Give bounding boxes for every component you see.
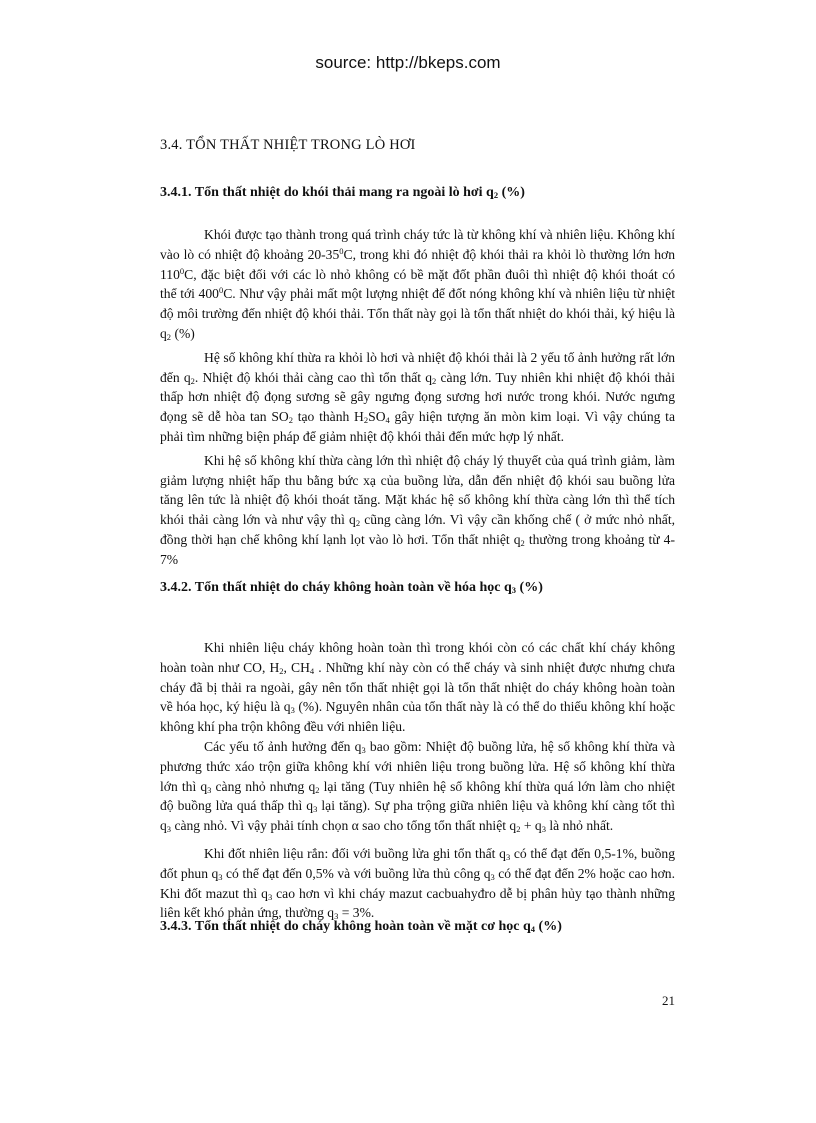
page-number: 21 <box>662 993 675 1008</box>
heading-subscript: 2 <box>493 190 499 200</box>
subsection-heading-343 <box>160 919 562 935</box>
subsection-heading-342 <box>160 580 543 596</box>
section-341-body <box>160 225 675 570</box>
section-342-body <box>160 638 675 923</box>
source-line[interactable]: source: http://bkeps.com <box>315 53 501 72</box>
heading-subscript: 3 <box>511 585 517 595</box>
heading-tail: (%) <box>498 185 525 200</box>
paragraph: Khi đốt nhiên liệu rắn: đối với buồng lửa ghi tổn thất $q_3$ có thể đạt đến 0,5-1%, buồng đốt phun $q_3$ có thể đạt đến 0,5% và với buồng lửa thủ công $q_3$ có thể đạt đến 2% hoặc cao hơn. Khi đốt mazut thì $q_3$ cao hơn vì khi cháy mazut cacbuahyđro dễ bị phân hủy tạo thành những liên kết khó phản ứng, thường $q_3 = 3\%$. <box>160 845 675 922</box>
heading-tail: (%) <box>516 580 543 595</box>
subsection-heading-341 <box>160 185 525 201</box>
heading-subscript: 4 <box>530 924 536 934</box>
heading-text: 3.4.3. Tổn thất nhiệt do cháy không hoàn toàn về mặt cơ học q <box>160 919 531 934</box>
heading-tail: (%) <box>535 919 562 934</box>
heading-text: 3.4.2. Tổn thất nhiệt do cháy không hoàn toàn về hóa học q <box>160 580 512 595</box>
paragraph: Các yếu tố ảnh hưởng đến $q_3$ bao gồm: Nhiệt độ buồng lửa, hệ số không khí thừa và phương thức xáo trộn giữa không khí với nhiên liệu trong buồng lửa. Hệ số không khí thừa lớn thì $q_3$ càng nhỏ nhưng $q_2$ lại tăng (Tuy nhiên hệ số không khí thừa quá lớn làm cho nhiệt độ buồng lửa quá thấp thì $q_3$ lại tăng). Sự pha trộng giữa nhiên liệu và không khí càng tốt thì $q_3$ càng nhỏ. Vì vậy phải tính chọn α sao cho tổng tổn thất nhiệt $q_2 + q_3$ là nhỏ nhất. <box>160 738 676 835</box>
paragraph: Khi nhiên liệu cháy không hoàn toàn thì trong khói còn có các chất khí cháy không hoàn toàn như CO, $H_2$, $CH_4$ . Những khí này còn có thể cháy và sinh nhiệt được nhưng chưa cháy đã bị thải ra ngoài, gây nên tổn thất nhiệt gọi là tổn thất nhiệt do cháy không hoàn toàn về hóa học, ký hiệu là $q_3$ (%). Nguyên nhân của tổn thất này là có thể do thiếu không khí hoặc không khí pha trộn không đều với nhiên liệu. <box>160 640 676 735</box>
section-title: 3.4. TỔN THẤT NHIỆT TRONG LÒ HƠI <box>160 137 416 153</box>
heading-text: 3.4.1. Tổn thất nhiệt do khói thải mang ra ngoài lò hơi q <box>160 185 494 200</box>
paragraph: Khói được tạo thành trong quá trình cháy tức là từ không khí và nhiên liệu. Không khí vào lò có nhiệt độ khoảng $20-35^0C$, trong khi đó nhiệt độ khói thải ra khỏi lò thường lớn hơn $110^0C$, đặc biệt đối với các lò nhỏ không có bề mặt đốt phần đuôi thì nhiệt độ khói thoát có thể tới $400^0C$. Như vậy phải mất một lượng nhiệt để đốt nóng không khí và nhiên liệu từ nhiệt độ môi trường đến nhiệt độ khói thải. Tổn thất này gọi là tổn thất nhiệt do khói thải, ký hiệu là $q_2$ (%) <box>160 227 676 342</box>
paragraph: Khi hệ số không khí thừa càng lớn thì nhiệt độ cháy lý thuyết của quá trình giảm, làm giảm lượng nhiệt hấp thu bằng bức xạ của buồng lửa, dẫn đến nhiệt độ khói sau buồng lửa tăng lên tức là nhiệt độ khói thoát tăng. Mặt khác hệ số không khí thừa càng lớn thì thể tích khói thải càng lớn và như vậy thì $q_2$ cũng càng lớn. Vì vậy cần khống chế ( ở mức nhỏ nhất, đồng thời hạn chế không khí lạnh lọt vào lò hơi. Tổn thất nhiệt $q_2$ thường trong khoảng từ 4-7% <box>160 452 676 567</box>
paragraph: Hệ số không khí thừa ra khỏi lò hơi và nhiệt độ khói thải là 2 yếu tố ảnh hưởng rất lớn đến $q_2$. Nhiệt độ khói thải càng cao thì tổn thất $q_2$ càng lớn. Tuy nhiên khi nhiệt độ khói thải thấp hơn nhiệt độ đọng sương sẽ gây ngưng đọng sương hơi nước trong khói. Nước ngưng đọng sẽ dễ hòa $\tan SO_2$ tạo thành $H_2SO_4$ gây hiện tượng ăn mòn kim loại. Vì vậy chúng ta phải tìm những biện pháp để giảm nhiệt độ khói thải đến mức hợp lý nhất. <box>160 349 675 444</box>
